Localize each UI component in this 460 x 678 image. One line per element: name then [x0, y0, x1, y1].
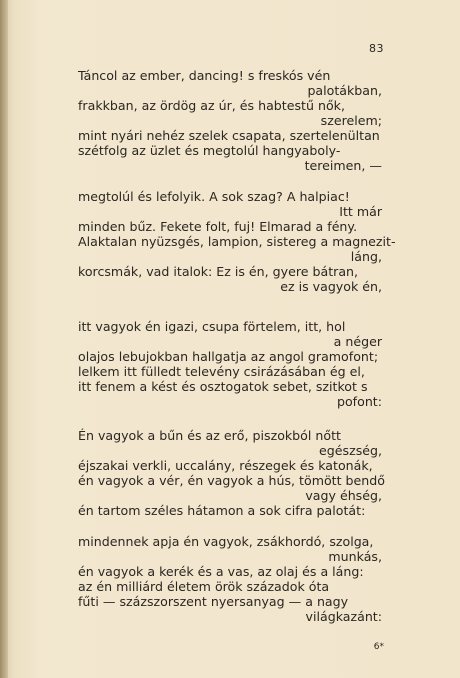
poem-line: láng, [350, 249, 382, 264]
poem-line: ez is vagyok én, [280, 279, 382, 294]
poem-line: szerelem; [320, 113, 382, 128]
poem-line: én vagyok a kerék és a vas, az olaj és a láng: [78, 564, 364, 579]
book-spine-shadow [0, 0, 8, 678]
poem-line: a néger [333, 334, 382, 349]
poem-line: Én vagyok a bűn és az erő, piszokból nőtt [78, 428, 341, 443]
poem-line: én vagyok a vér, én vagyok a hús, tömött bendő [78, 473, 385, 488]
poem-line: egészség, [319, 443, 382, 458]
poem-line: fűti — százszorszent nyersanyag — a nagy [78, 594, 349, 609]
poem-line: éjszakai verkli, uccalány, részegek és katonák, [78, 458, 373, 473]
poem-line: minden bűz. Fekete folt, fuj! Elmarad a fény. [78, 219, 358, 234]
poem-line: szétfolg az üzlet és megtolúl hangyaboly- [78, 143, 341, 158]
poem-line: frakkban, az ördög az úr, és habtestű nők, [78, 98, 345, 113]
poem-line: lelkem itt fülledt televény csirázásában ég el, [78, 364, 365, 379]
poem-line: munkás, [328, 549, 382, 564]
poem-line: az én milliárd életem örök századok óta [78, 579, 330, 594]
poem-line: mint nyári nehéz szelek csapata, szertelenültan [78, 128, 380, 143]
poem-line: palotákban, [307, 83, 382, 98]
poem-line: megtolúl és lefolyik. A sok szag? A halpiac! [78, 189, 350, 204]
poem-line: Alaktalan nyüzsgés, lampion, sistereg a magnezit- [78, 234, 396, 249]
poem-line: világkazánt: [305, 609, 382, 624]
page-number: 83 [369, 42, 384, 55]
poem-line: Itt már [339, 204, 382, 219]
poem-line: vagy éhség, [305, 488, 382, 503]
poem-line: én tartom széles hátamon a sok cifra palotát: [78, 503, 366, 518]
poem-line: tereimen, — [304, 158, 382, 173]
poem-line: itt fenem a kést és osztogatok sebet, szitkot s [78, 379, 368, 394]
poem-line: Táncol az ember, dancing! s freskós vén [78, 68, 331, 83]
signature-mark: 6* [373, 642, 384, 652]
poem-line: korcsmák, vad italok: Ez is én, gyere bátran, [78, 264, 359, 279]
poem-line: mindennek apja én vagyok, zsákhordó, szolga, [78, 534, 374, 549]
poem-line: pofont: [336, 394, 382, 409]
poem-line: itt vagyok én igazi, csupa förtelem, itt, hol [78, 319, 346, 334]
poem-line: olajos lebujokban hallgatja az angol gramofont; [78, 349, 379, 364]
